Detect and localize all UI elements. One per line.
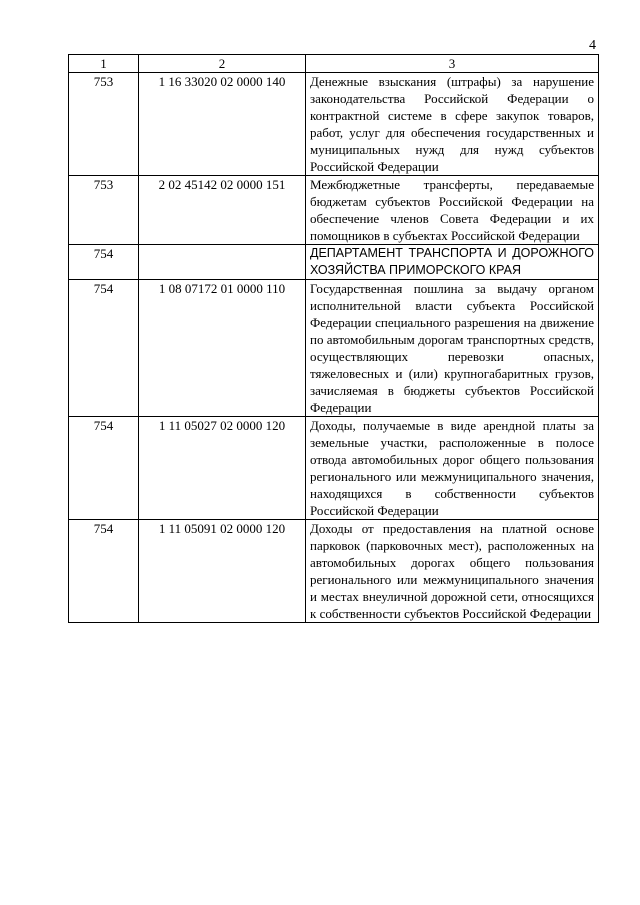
department-name-cell: ДЕПАРТАМЕНТ ТРАНСПОРТА И ДОРОЖНОГО ХОЗЯЙСТВА ПРИМОРСКОГО КРАЯ <box>306 245 599 280</box>
budget-code-cell <box>139 245 306 280</box>
income-name-cell: Денежные взыскания (штрафы) за нарушение законодательства Российской Федерации о контрактной системе в сфере закупок товаров, работ, услуг для обеспечения государственных и муниципальных нужд для нужд субъектов Российской Федерации <box>306 73 599 176</box>
page-number: 4 <box>589 38 596 53</box>
column-header-2: 2 <box>139 55 306 73</box>
admin-code-cell: 754 <box>69 245 139 280</box>
table-row <box>69 245 599 280</box>
budget-code-cell: 1 08 07172 01 0000 110 <box>139 280 306 417</box>
income-name-cell: Доходы от предоставления на платной основе парковок (парковочных мест), расположенных на автомобильных дорогах общего пользования регионального или межмуниципального значения и местах внеуличной дорожной сети, относящихся к собственности субъектов Российской Федерации <box>306 520 599 623</box>
income-name-cell: Государственная пошлина за выдачу органом исполнительной власти субъекта Российской Федерации специального разрешения на движение по автомобильным дорогам транспортных средств, осуществляющих перевозки опасных, тяжеловесных и (или) крупногабаритных грузов, зачисляемая в бюджеты субъектов Российской Федерации <box>306 280 599 417</box>
income-name-cell: Доходы, получаемые в виде арендной платы за земельные участки, расположенные в полосе отвода автомобильных дорог общего пользования регионального или межмуниципального значения, находящихся в собственности субъектов Российской Федерации <box>306 417 599 520</box>
column-header-3: 3 <box>306 55 599 73</box>
admin-code-cell: 753 <box>69 176 139 245</box>
table-row <box>69 176 599 245</box>
admin-code-cell: 754 <box>69 280 139 417</box>
budget-code-cell: 2 02 45142 02 0000 151 <box>139 176 306 245</box>
budget-code-cell: 1 11 05027 02 0000 120 <box>139 417 306 520</box>
table-row <box>69 520 599 623</box>
table-header-row <box>69 55 599 73</box>
table-row <box>69 417 599 520</box>
table-row <box>69 73 599 176</box>
budget-code-cell: 1 11 05091 02 0000 120 <box>139 520 306 623</box>
column-header-1: 1 <box>69 55 139 73</box>
budget-classification-table <box>68 54 599 623</box>
admin-code-cell: 754 <box>69 520 139 623</box>
admin-code-cell: 754 <box>69 417 139 520</box>
income-name-cell: Межбюджетные трансферты, передаваемые бюджетам субъектов Российской Федерации на обеспечение членов Совета Федерации и их помощников в субъектах Российской Федерации <box>306 176 599 245</box>
budget-code-cell: 1 16 33020 02 0000 140 <box>139 73 306 176</box>
table-row <box>69 280 599 417</box>
admin-code-cell: 753 <box>69 73 139 176</box>
